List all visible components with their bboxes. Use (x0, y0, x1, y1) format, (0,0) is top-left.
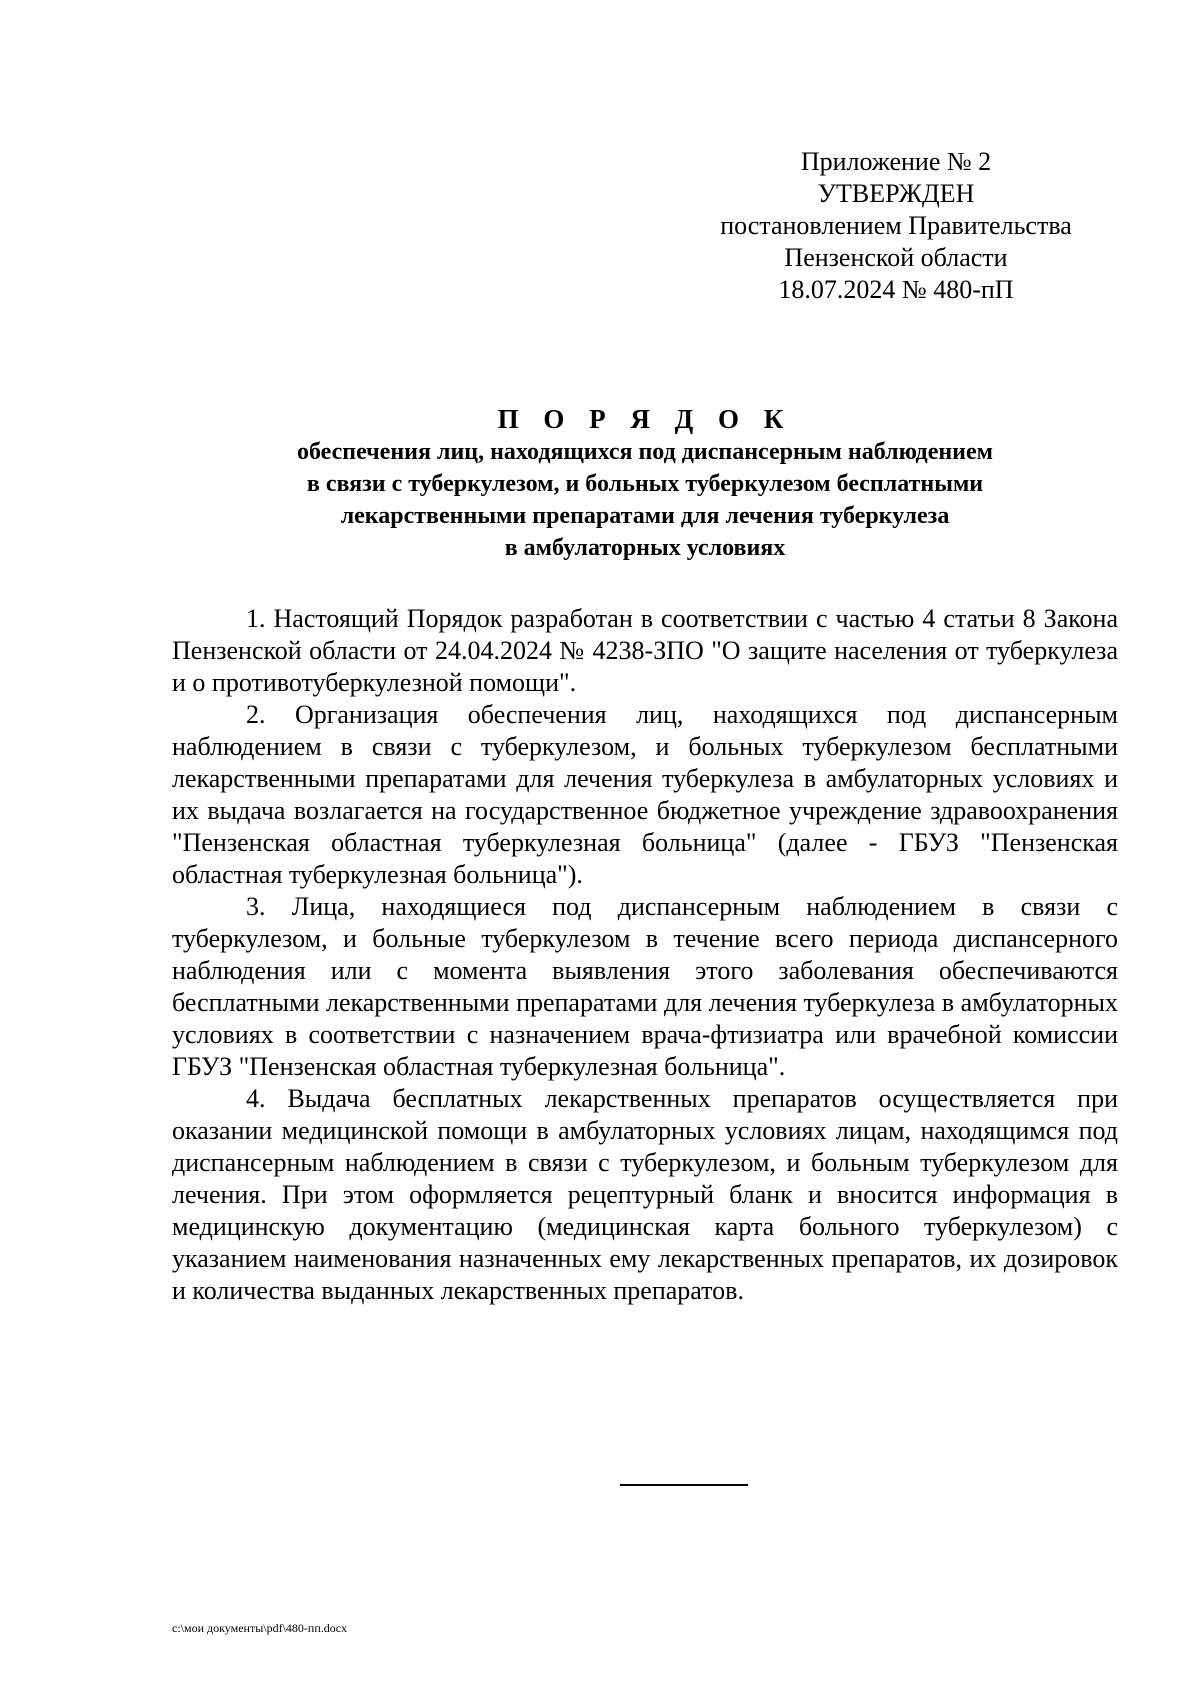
document-subtitle (172, 436, 1118, 564)
appendix-number: Приложение № 2 (800, 147, 992, 176)
subtitle-line: обеспечения лиц, находящихся под диспансерным наблюдением (296, 439, 994, 465)
document-heading (172, 402, 1118, 564)
document-title: П О Р Я Д О К (497, 404, 793, 434)
paragraph-4: 4. Выдача бесплатных лекарственных препаратов осуществляется при оказании медицинской помощи в амбулаторных условиях лицам, находящимся под диспансерным наблюдением в связи с туберкулезом, и больным туберкулезом для лечения. При этом оформляется рецептурный бланк и вносится информация в медицинскую документацию (медицинская карта больного туберкулезом) с указанием наименования назначенных ему лекарственных препаратов, их дозировок и количества выданных лекарственных препаратов. (172, 1084, 1118, 1305)
subtitle-line: в связи с туберкулезом, и больных туберкулезом бесплатными (306, 471, 984, 497)
subtitle-line: лекарственными препаратами для лечения туберкулеза (340, 503, 950, 529)
end-separator-line (620, 1484, 748, 1486)
approved-label: УТВЕРЖДЕН (817, 179, 975, 208)
paragraph-3: 3. Лица, находящиеся под диспансерным наблюдением в связи с туберкулезом, и больные туберкулезом в течение всего периода диспансерного наблюдения или с момента выявления этого заболевания обеспечиваются бесплатными лекарственными препаратами для лечения туберкулеза в амбулаторных условиях в соответствии с назначением врача-фтизиатра или врачебной комиссии ГБУЗ "Пензенская областная туберкулезная больница". (172, 892, 1118, 1081)
footer-file-path: c:\мои документы\pdf\480-пп.docx (172, 1621, 348, 1635)
subtitle-line: в амбулаторных условиях (504, 535, 786, 561)
resolution-date-number: 18.07.2024 № 480-пП (778, 275, 1014, 304)
document-body (172, 603, 1118, 1307)
approved-by-region: Пензенской области (784, 243, 1008, 272)
paragraph-2: 2. Организация обеспечения лиц, находящихся под диспансерным наблюдением в связи с туберкулезом, и больных туберкулезом бесплатными лекарственными препаратами для лечения туберкулеза в амбулаторных условиях и их выдача возлагается на государственное бюджетное учреждение здравоохранения "Пензенская областная туберкулезная больница" (далее - ГБУЗ "Пензенская областная туберкулезная больница"). (172, 700, 1118, 889)
paragraph-1: 1. Настоящий Порядок разработан в соответствии с частью 4 статьи 8 Закона Пензенской области от 24.04.2024 № 4238-ЗПО "О защите населения от туберкулеза и о противотуберкулезной помощи". (172, 604, 1118, 697)
approval-stamp-block (676, 146, 1116, 306)
approved-by-resolution: постановлением Правительства (720, 211, 1072, 240)
